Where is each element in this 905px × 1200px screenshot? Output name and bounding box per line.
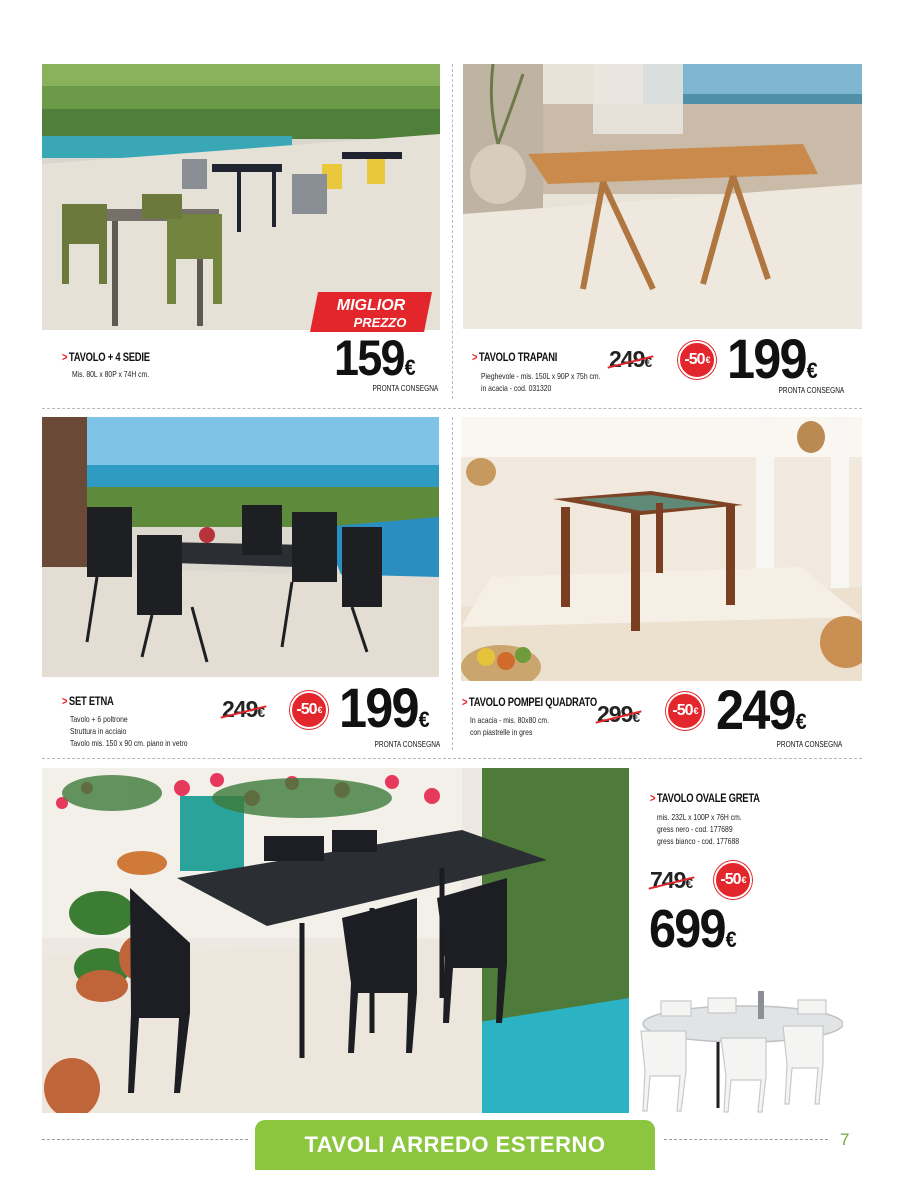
product-desc-tavolo-4-sedie: Mis. 80L x 80P x 74H cm.: [72, 369, 150, 379]
product-desc-tavolo-greta: mis. 232L x 100P x 76H cm. gress nero - cod. 177689 gress bianco - cod. 177688: [657, 812, 742, 846]
product-photo-tavolo-greta-scene: [42, 768, 629, 1113]
delivery-set-etna: PRONTA CONSEGNA: [374, 740, 440, 749]
footer-dashes-right: [664, 1139, 828, 1140]
product-photo-tavolo-pompei: [461, 417, 862, 681]
old-price-tavolo-pompei: 299€: [597, 701, 641, 727]
product-photo-tavolo-greta-bianco: [633, 986, 843, 1114]
product-name-tavolo-pompei: > TAVOLO POMPEI QUADRATO: [462, 697, 597, 709]
product-name-tavolo-greta: > TAVOLO OVALE GRETA: [650, 793, 760, 805]
section-title: TAVOLI ARREDO ESTERNO: [304, 1132, 606, 1157]
product-desc-set-etna: Tavolo + 6 poltrone Struttura in acciaio Tavolo mis. 150 x 90 cm. piano in vetro: [70, 714, 188, 748]
product-desc-tavolo-trapani: Pieghevole - mis. 150L x 90P x 75h cm. in acacia - cod. 031320: [481, 371, 601, 393]
separator-horizontal-2: [42, 758, 862, 759]
delivery-tavolo-trapani: PRONTA CONSEGNA: [778, 386, 844, 395]
discount-badge-tavolo-trapani: -50 €: [678, 341, 716, 379]
best-price-badge: [310, 292, 432, 332]
old-price-tavolo-trapani: 249€: [609, 346, 653, 372]
separator-horizontal-1: [42, 408, 862, 409]
product-photo-tavolo-4-sedie: [42, 64, 440, 330]
delivery-tavolo-4-sedie: PRONTA CONSEGNA: [372, 384, 438, 393]
product-photo-set-etna: [42, 417, 439, 677]
bullet-arrow-icon: >: [62, 696, 68, 708]
best-price-line1: MIGLIOR: [336, 297, 406, 314]
product-name-tavolo-4-sedie: > TAVOLO + 4 SEDIE: [62, 352, 150, 364]
product-desc-tavolo-pompei: In acacia - mis. 80x80 cm. con piastrelle in gres: [470, 715, 549, 737]
bullet-arrow-icon: >: [650, 793, 656, 805]
bullet-arrow-icon: >: [472, 352, 478, 364]
footer-dashes-left: [42, 1139, 248, 1140]
product-photo-tavolo-trapani: [463, 64, 862, 329]
price-set-etna: 199€: [339, 676, 430, 739]
old-price-set-etna: 249€: [222, 696, 266, 722]
discount-badge-set-etna: -50 €: [290, 691, 328, 729]
bullet-arrow-icon: >: [462, 697, 468, 709]
page-number: 7: [840, 1130, 850, 1149]
best-price-line2: PREZZO: [353, 315, 407, 330]
separator-vertical-top: [452, 64, 453, 399]
section-title-banner: [255, 1120, 655, 1170]
discount-badge-tavolo-pompei: -50 €: [666, 692, 704, 730]
bullet-arrow-icon: >: [62, 352, 68, 364]
product-name-tavolo-trapani: > TAVOLO TRAPANI: [472, 352, 558, 364]
price-tavolo-pompei: 249€: [716, 678, 807, 741]
separator-vertical-middle: [452, 417, 453, 750]
price-tavolo-greta: 699€: [649, 899, 737, 959]
price-tavolo-4-sedie: 159€: [334, 330, 416, 386]
discount-badge-tavolo-greta: -50 €: [714, 861, 752, 899]
product-name-set-etna: > SET ETNA: [62, 696, 114, 708]
old-price-tavolo-greta: 749€: [650, 867, 694, 893]
delivery-tavolo-pompei: PRONTA CONSEGNA: [776, 740, 842, 749]
price-tavolo-trapani: 199€: [727, 327, 818, 390]
